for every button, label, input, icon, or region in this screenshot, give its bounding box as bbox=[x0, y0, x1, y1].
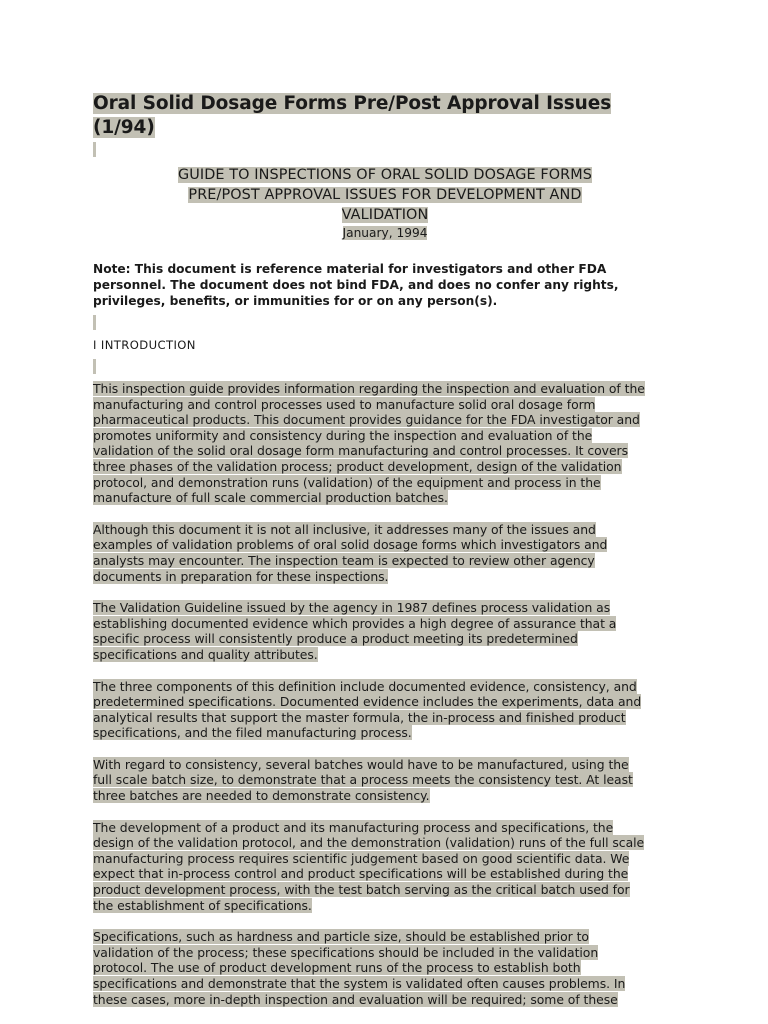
paragraph-line: manufacture of full scale commercial production batches. bbox=[93, 490, 448, 506]
paragraph-line: protocol, and demonstration runs (validation) of the equipment and process in the bbox=[93, 474, 601, 490]
document-date bbox=[93, 225, 677, 242]
guide-heading-line-3: VALIDATION bbox=[341, 207, 429, 223]
body-paragraph-1 bbox=[93, 381, 677, 506]
document-title bbox=[93, 92, 677, 140]
paragraph-line: the establishment of specifications. bbox=[93, 897, 312, 913]
body-paragraph-2 bbox=[93, 522, 677, 584]
paragraph-line: validation of the solid oral dosage form manufacturing and control processes. It covers bbox=[93, 443, 628, 459]
paragraph-line: analysts may encounter. The inspection team is expected to review other agency bbox=[93, 552, 595, 568]
note-line: privileges, benefits, or immunities for or on any person(s). bbox=[93, 294, 498, 308]
note-line: Note: This document is reference material for investigators and other FDA bbox=[93, 262, 607, 276]
body-paragraph-7 bbox=[93, 929, 677, 1007]
paragraph-line: manufacturing and control processes used to manufacture solid oral dosage form bbox=[93, 396, 596, 412]
paragraph-line: design of the validation protocol, and the demonstration (validation) runs of the full scale bbox=[93, 835, 645, 851]
paragraph-line: This inspection guide provides information regarding the inspection and evaluation of the bbox=[93, 381, 645, 396]
body-paragraph-3 bbox=[93, 600, 677, 662]
paragraph-line: full scale batch size, to demonstrate that a process meets the consistency test. At least bbox=[93, 772, 633, 788]
paragraph-line: manufacturing process requires scientific judgement based on good scientific data. We bbox=[93, 850, 630, 866]
guide-heading bbox=[93, 165, 677, 225]
paragraph-line: three batches are needed to demonstrate consistency. bbox=[93, 788, 430, 804]
guide-heading-line-1: GUIDE TO INSPECTIONS OF ORAL SOLID DOSAGE FORMS bbox=[178, 167, 592, 183]
paragraph-line: The development of a product and its manufacturing process and specifications, the bbox=[93, 819, 614, 835]
paragraph-line: specifications and demonstrate that the system is validated often causes problems. In bbox=[93, 976, 626, 991]
section-heading-text: I INTRODUCTION bbox=[93, 338, 196, 352]
paragraph-line: these cases, more in-depth inspection and evaluation will be required; some of these bbox=[93, 991, 618, 1007]
document-title-line-1: Oral Solid Dosage Forms Pre/Post Approval Issues bbox=[93, 93, 612, 114]
body-paragraph-4 bbox=[93, 679, 677, 741]
paragraph-line: The Validation Guideline issued by the agency in 1987 defines process validation as bbox=[93, 600, 611, 616]
paragraph-line: analytical results that support the master formula, the in-process and finished product bbox=[93, 709, 626, 725]
paragraph-marker bbox=[93, 315, 96, 330]
document-page bbox=[93, 92, 677, 1007]
paragraph-line: specifications and quality attributes. bbox=[93, 646, 318, 662]
paragraph-line: Although this document it is not all inclusive, it addresses many of the issues and bbox=[93, 521, 596, 537]
paragraph-line: three phases of the validation process; product development, design of the validation bbox=[93, 458, 622, 474]
paragraph-line: protocol. The use of product development runs of the process to establish both bbox=[93, 960, 581, 976]
paragraph-line: validation of the process; these specifications should be included in the validation bbox=[93, 944, 599, 960]
paragraph-marker bbox=[93, 142, 96, 157]
paragraph-line: specifications, and the filed manufacturing process. bbox=[93, 725, 412, 741]
document-title-line-2: (1/94) bbox=[93, 117, 155, 138]
note-line: personnel. The document does not bind FDA, and does no confer any rights, bbox=[93, 278, 619, 292]
note-paragraph bbox=[93, 261, 677, 309]
paragraph-marker bbox=[93, 359, 96, 374]
paragraph-line: pharmaceutical products. This document provides guidance for the FDA investigator and bbox=[93, 412, 640, 428]
section-heading bbox=[93, 337, 677, 353]
guide-heading-line-2: PRE/POST APPROVAL ISSUES FOR DEVELOPMENT AND bbox=[188, 187, 582, 203]
document-date-text: January, 1994 bbox=[342, 226, 428, 240]
paragraph-line: documents in preparation for these inspections. bbox=[93, 568, 389, 584]
paragraph-line: examples of validation problems of oral solid dosage forms which investigators and bbox=[93, 537, 608, 553]
paragraph-line: promotes uniformity and consistency during the inspection and evaluation of the bbox=[93, 427, 593, 443]
paragraph-line: specific process will consistently produce a product meeting its predetermined bbox=[93, 631, 578, 647]
body-paragraph-5 bbox=[93, 757, 677, 804]
body-paragraph-6 bbox=[93, 820, 677, 914]
paragraph-line: With regard to consistency, several batches would have to be manufactured, using the bbox=[93, 756, 629, 772]
paragraph-line: The three components of this definition include documented evidence, consistency, and bbox=[93, 678, 637, 694]
paragraph-line: expect that in-process control and product specifications will be established during the bbox=[93, 866, 629, 882]
paragraph-line: predetermined specifications. Documented evidence includes the experiments, data and bbox=[93, 694, 642, 710]
paragraph-line: product development process, with the test batch serving as the critical batch used for bbox=[93, 882, 630, 898]
paragraph-line: establishing documented evidence which provides a high degree of assurance that a bbox=[93, 615, 617, 631]
paragraph-line: Specifications, such as hardness and particle size, should be established prior to bbox=[93, 929, 589, 945]
